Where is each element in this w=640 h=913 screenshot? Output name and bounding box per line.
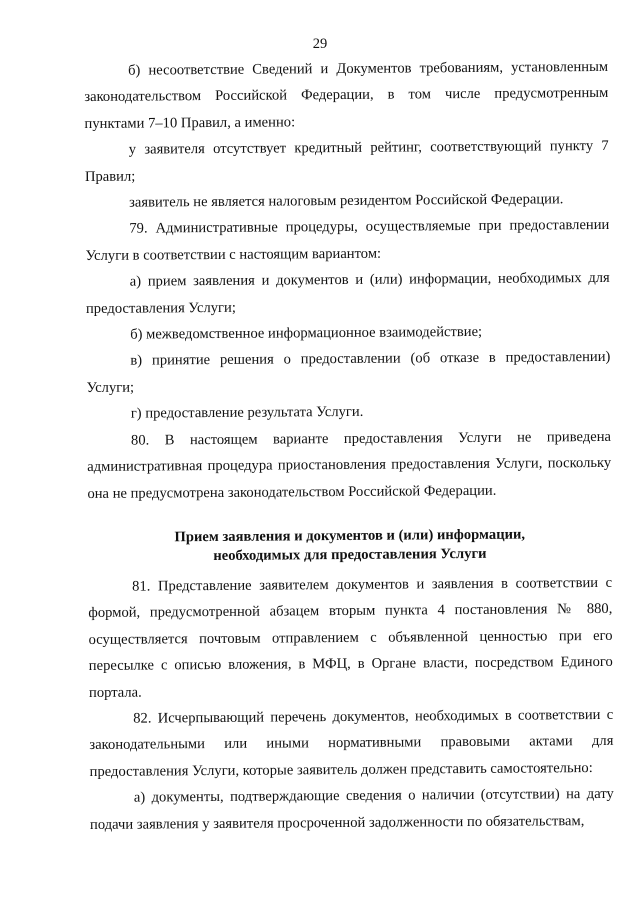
- paragraph-81: 81. Представление заявителем документов и заявления в соответствии с формой, предусмотренной абзацем вторым пункта 4 постановления № 880, осуществляется почтовым отправлением с объявленной ценностью при его пересылке с описью вложения, в МФЦ, в Органе власти, посредством Единого портала.: [88, 574, 613, 701]
- list-item-g: г) предоставление результата Услуги.: [130, 404, 364, 422]
- page-number: 29: [312, 36, 328, 52]
- section-heading-line-1: Прием заявления и документов и (или) информации,: [174, 526, 526, 546]
- document-body: [84, 54, 614, 838]
- paragraph-79: 79. Административные процедуры, осуществляемые при предоставлении Услуги в соответствии с настоящим вариантом:: [85, 217, 610, 264]
- paragraph-not-tax-resident: заявитель не является налоговым резидентом Российской Федерации.: [129, 191, 564, 211]
- list-item-b: б) межведомственное информационное взаимодействие;: [130, 323, 483, 343]
- list-item-v: в) принятие решения о предоставлении (об отказе в предоставлении) Услуги;: [86, 349, 611, 396]
- paragraph-82: 82. Исчерпывающий перечень документов, необходимых в соответствии с законодательными или иными нормативными правовыми актами для предоставления Услуги, которые заявитель должен представить самостоятельно:: [89, 706, 614, 780]
- paragraph-no-credit-rating: у заявителя отсутствует кредитный рейтинг, соответствующий пункту 7 Правил;: [84, 138, 609, 185]
- paragraph-82-item-a: а) документы, подтверждающие сведения о наличии (отсутствии) на дату подачи заявления у заявителя просроченной задолженности по обязательствам,: [89, 786, 614, 833]
- section-heading: [88, 525, 612, 567]
- paragraph-80: 80. В настоящем варианте предоставления Услуги не приведена административная процедура приостановления предоставления Услуги, поскольку она не предусмотрена законодательством Российской Федерации.: [87, 428, 612, 502]
- section-heading-line-2: необходимых для предоставления Услуги: [213, 545, 487, 564]
- paragraph-b-nonconformity: б) несоответствие Сведений и Документов требованиям, установленным законодательством Российской Федерации, в том числе предусмотренным пунктами 7–10 Правил, а именно:: [84, 58, 609, 132]
- list-item-a: а) прием заявления и документов и (или) информации, необходимых для предоставления Услуги;: [85, 270, 610, 317]
